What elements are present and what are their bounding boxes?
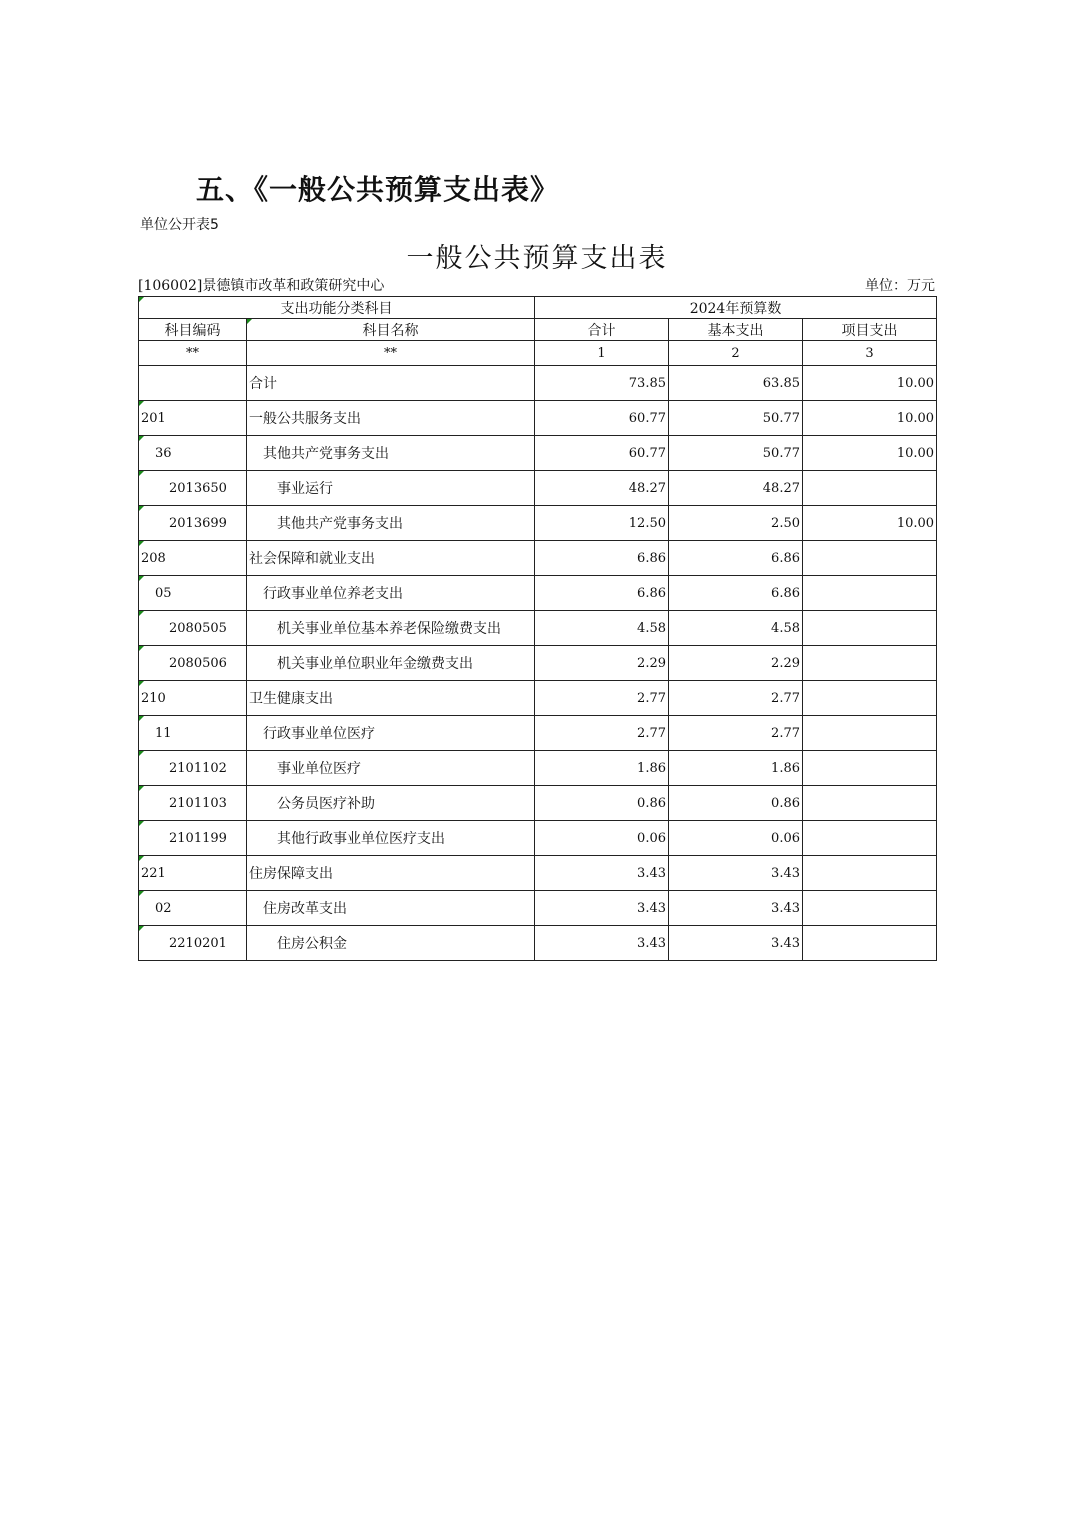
row-name: 卫生健康支出	[247, 681, 535, 716]
row-code: 2080505	[139, 611, 247, 646]
header-total: 合计	[535, 319, 669, 341]
row-project	[803, 681, 937, 716]
row-name: 其他行政事业单位医疗支出	[247, 821, 535, 856]
header-group-right: 2024年预算数	[535, 297, 937, 319]
row-code: 221	[139, 856, 247, 891]
table-row	[139, 891, 937, 926]
row-project	[803, 891, 937, 926]
row-total: 2.77	[535, 716, 669, 751]
row-code: 201	[139, 401, 247, 436]
index-basic: 2	[669, 341, 803, 366]
row-project: 10.00	[803, 401, 937, 436]
row-name: 公务员医疗补助	[247, 786, 535, 821]
org-unit-row	[138, 275, 935, 295]
row-total: 3.43	[535, 926, 669, 961]
row-code: 2101103	[139, 786, 247, 821]
row-code: 36	[139, 436, 247, 471]
row-total: 2.29	[535, 646, 669, 681]
row-total: 2.77	[535, 681, 669, 716]
row-name: 事业运行	[247, 471, 535, 506]
row-basic: 3.43	[669, 856, 803, 891]
row-project	[803, 576, 937, 611]
row-code: 05	[139, 576, 247, 611]
row-name: 住房改革支出	[247, 891, 535, 926]
table-row	[139, 366, 937, 401]
index-name: **	[247, 341, 535, 366]
row-name: 行政事业单位养老支出	[247, 576, 535, 611]
row-total: 3.43	[535, 856, 669, 891]
org-name: [106002]景德镇市改革和政策研究中心	[138, 278, 385, 294]
header-code: 科目编码	[139, 319, 247, 341]
row-basic: 6.86	[669, 576, 803, 611]
table-row	[139, 681, 937, 716]
header-name: 科目名称	[247, 319, 535, 341]
row-basic: 3.43	[669, 926, 803, 961]
row-basic: 2.77	[669, 681, 803, 716]
row-name: 机关事业单位基本养老保险缴费支出	[247, 611, 535, 646]
index-project: 3	[803, 341, 937, 366]
row-project	[803, 856, 937, 891]
row-project	[803, 786, 937, 821]
table-row	[139, 506, 937, 541]
row-basic: 2.77	[669, 716, 803, 751]
row-total: 6.86	[535, 576, 669, 611]
row-project: 10.00	[803, 436, 937, 471]
table-row	[139, 471, 937, 506]
row-total: 48.27	[535, 471, 669, 506]
header-column-row	[139, 319, 937, 341]
table-title: 一般公共预算支出表	[406, 243, 668, 274]
table-row	[139, 821, 937, 856]
row-basic: 1.86	[669, 751, 803, 786]
row-project	[803, 751, 937, 786]
row-code: 02	[139, 891, 247, 926]
row-project: 10.00	[803, 366, 937, 401]
row-project	[803, 611, 937, 646]
row-basic: 63.85	[669, 366, 803, 401]
row-total: 0.86	[535, 786, 669, 821]
table-row	[139, 436, 937, 471]
row-code: 210	[139, 681, 247, 716]
row-name: 机关事业单位职业年金缴费支出	[247, 646, 535, 681]
table-row	[139, 576, 937, 611]
row-name: 行政事业单位医疗	[247, 716, 535, 751]
row-name: 一般公共服务支出	[247, 401, 535, 436]
row-basic: 0.06	[669, 821, 803, 856]
form-number: 单位公开表5	[140, 217, 219, 233]
row-total: 0.06	[535, 821, 669, 856]
row-basic: 4.58	[669, 611, 803, 646]
row-total: 3.43	[535, 891, 669, 926]
row-basic: 2.50	[669, 506, 803, 541]
table-row	[139, 716, 937, 751]
row-project: 10.00	[803, 506, 937, 541]
row-total: 1.86	[535, 751, 669, 786]
row-name: 其他共产党事务支出	[247, 436, 535, 471]
row-project	[803, 541, 937, 576]
row-code: 2101199	[139, 821, 247, 856]
table-row	[139, 611, 937, 646]
row-code: 208	[139, 541, 247, 576]
row-total: 6.86	[535, 541, 669, 576]
row-name: 事业单位医疗	[247, 751, 535, 786]
budget-table	[138, 296, 937, 961]
row-code: 2210201	[139, 926, 247, 961]
table-row	[139, 541, 937, 576]
row-code: 2013650	[139, 471, 247, 506]
row-code: 2013699	[139, 506, 247, 541]
row-basic: 0.86	[669, 786, 803, 821]
index-total: 1	[535, 341, 669, 366]
row-name: 住房保障支出	[247, 856, 535, 891]
row-total: 12.50	[535, 506, 669, 541]
row-total: 73.85	[535, 366, 669, 401]
section-heading: 五、《一般公共预算支出表》	[196, 173, 560, 206]
row-total: 60.77	[535, 436, 669, 471]
table-row	[139, 926, 937, 961]
row-project	[803, 716, 937, 751]
row-name: 住房公积金	[247, 926, 535, 961]
row-name: 社会保障和就业支出	[247, 541, 535, 576]
unit-label: 单位：万元	[865, 278, 935, 294]
header-basic: 基本支出	[669, 319, 803, 341]
row-project	[803, 646, 937, 681]
row-name: 合计	[247, 366, 535, 401]
row-code: 2101102	[139, 751, 247, 786]
header-group-row	[139, 297, 937, 319]
table-row	[139, 856, 937, 891]
row-project	[803, 821, 937, 856]
row-code: 2080506	[139, 646, 247, 681]
row-basic: 3.43	[669, 891, 803, 926]
header-project: 项目支出	[803, 319, 937, 341]
row-basic: 6.86	[669, 541, 803, 576]
row-code	[139, 366, 247, 401]
table-row	[139, 751, 937, 786]
row-basic: 2.29	[669, 646, 803, 681]
table-row	[139, 401, 937, 436]
row-basic: 48.27	[669, 471, 803, 506]
row-name: 其他共产党事务支出	[247, 506, 535, 541]
row-total: 60.77	[535, 401, 669, 436]
row-project	[803, 471, 937, 506]
row-code: 11	[139, 716, 247, 751]
header-index-row	[139, 341, 937, 366]
row-project	[803, 926, 937, 961]
table-row	[139, 786, 937, 821]
header-group-left: 支出功能分类科目	[139, 297, 535, 319]
row-total: 4.58	[535, 611, 669, 646]
table-row	[139, 646, 937, 681]
row-basic: 50.77	[669, 401, 803, 436]
index-code: **	[139, 341, 247, 366]
row-basic: 50.77	[669, 436, 803, 471]
